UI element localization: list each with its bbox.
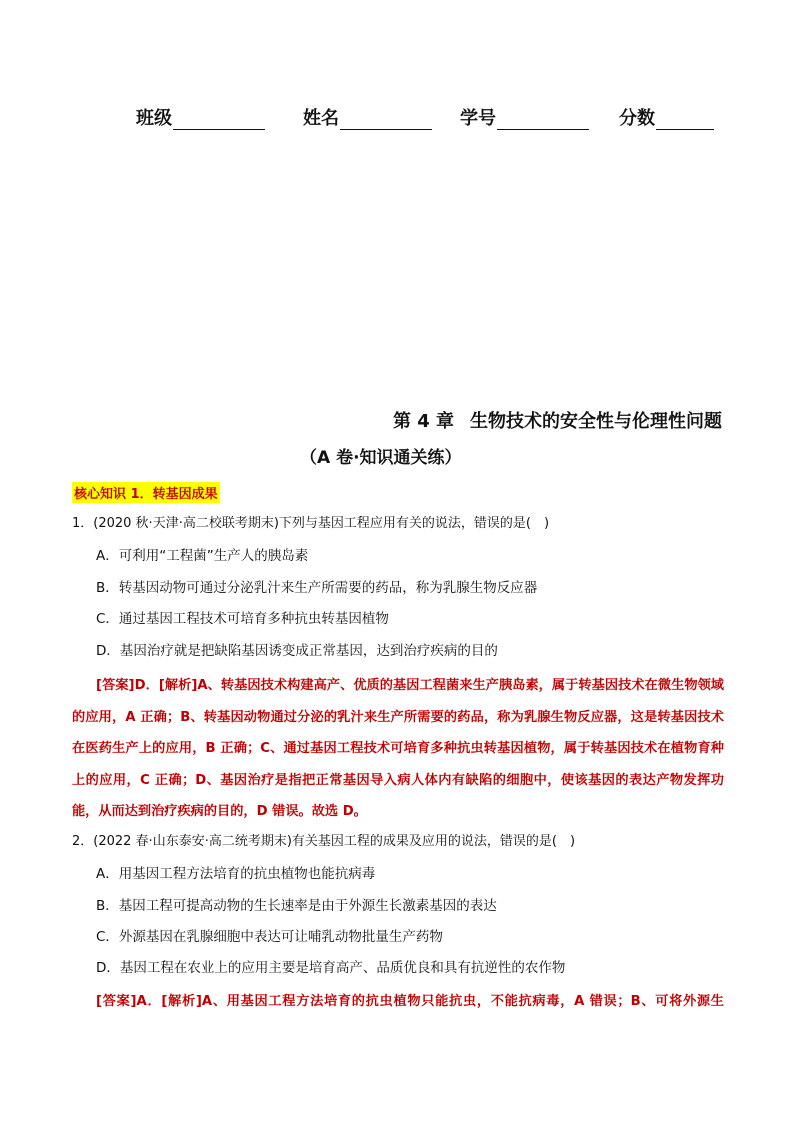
question-1-option-b[interactable]: B．转基因动物可通过分泌乳汁来生产所需要的药品，称为乳腺生物反应器 — [96, 580, 538, 596]
question-1-option-d[interactable]: D．基因治疗就是把缺陷基因诱变成正常基因，达到治疗疾病的目的 — [96, 643, 498, 659]
paper-subtitle: （A 卷·知识通关练） — [300, 448, 462, 468]
question-2-option-a[interactable]: A．用基因工程方法培育的抗虫植物也能抗病毒 — [96, 866, 376, 882]
name-blank-line[interactable] — [340, 111, 432, 130]
question-2-option-b[interactable]: B．基因工程可提高动物的生长速率是由于外源生长激素基因的表达 — [96, 898, 497, 914]
question-1-stem: 1．(2020 秋·天津·高二校联考期末)下列与基因工程应用有关的说法，错误的是( ) — [72, 516, 550, 531]
name-label: 姓名 — [303, 108, 339, 129]
student-id-blank-line[interactable] — [497, 111, 589, 130]
score-blank-line[interactable] — [656, 111, 714, 130]
question-2-option-d[interactable]: D．基因工程在农业上的应用主要是培育高产、品质优良和具有抗逆性的农作物 — [96, 960, 566, 976]
student-id-field[interactable] — [460, 104, 589, 130]
question-2-answer: [答案]A．[解析]A、用基因工程方法培育的抗虫植物只能抗虫，不能抗病毒，A 错误；B、可将外源生 — [96, 994, 724, 1009]
question-1-option-a[interactable]: A．可利用“工程菌”生产人的胰岛素 — [96, 548, 309, 564]
score-label: 分数 — [619, 108, 655, 129]
score-field[interactable] — [619, 104, 714, 130]
class-label: 班级 — [136, 108, 172, 129]
student-id-label: 学号 — [460, 108, 496, 129]
student-info-row — [136, 104, 724, 130]
class-blank-line[interactable] — [173, 111, 265, 130]
class-field[interactable] — [136, 104, 265, 130]
chapter-name: 生物技术的安全性与伦理性问题 — [470, 411, 722, 432]
question-2-stem: 2．(2022 春·山东泰安·高二统考期末)有关基因工程的成果及应用的说法，错误的是( ) — [72, 834, 576, 849]
question-1-option-c[interactable]: C．通过基因工程技术可培育多种抗虫转基因植物 — [96, 611, 389, 627]
question-2-option-c[interactable]: C．外源基因在乳腺细胞中表达可让哺乳动物批量生产药物 — [96, 929, 443, 945]
chapter-title — [393, 407, 722, 433]
chapter-number: 第 4 章 — [392, 411, 454, 432]
question-1-answer: [答案]D．[解析]A、转基因技术构建高产、优质的基因工程菌来生产胰岛素，属于转基因技术在微生物领域的应用，A 正确；B、转基因动物通过分泌的乳汁来生产所需要的药品，称为乳腺生物反应器，这是转基因技术在医药生产上的应用，B 正确；C、通过基因工程技术可培育多种抗虫转基因植物，属于转基因技术在植物育种上的应用，C 正确；D、基因治疗是指把正常基因导入病人体内有缺陷的细胞中，使该基因的表达产物发挥功能，从而达到治疗疾病的目的，D 错误。故选 D。 — [72, 678, 724, 819]
section-label: 核心知识 1．转基因成果 — [72, 482, 220, 503]
name-field[interactable] — [303, 104, 432, 130]
